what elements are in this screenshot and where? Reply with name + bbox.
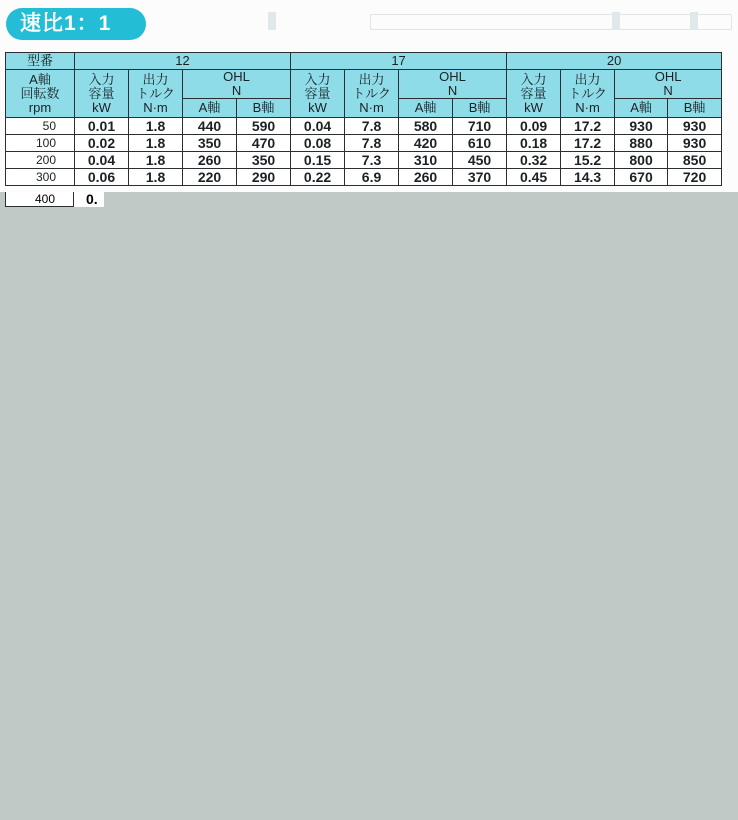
value-cell: 260	[183, 152, 237, 169]
value-cell: 220	[183, 169, 237, 186]
value-cell: 1.8	[129, 169, 183, 186]
value-cell: 590	[237, 118, 291, 135]
ohl-header: OHL N	[183, 70, 291, 99]
rpm-cell: 50	[6, 118, 75, 135]
model-label-header: 型番	[6, 53, 75, 70]
a-axis-header: A軸	[183, 99, 237, 118]
value-cell: 470	[237, 135, 291, 152]
partial-row-first-value: 0.	[74, 192, 104, 207]
background-faint-text	[150, 0, 738, 34]
model-header-20: 20	[507, 53, 722, 70]
value-cell: 0.06	[75, 169, 129, 186]
faint-block-3	[690, 12, 698, 30]
value-cell: 1.8	[129, 118, 183, 135]
value-cell: 17.2	[561, 118, 615, 135]
b-axis-header: B軸	[453, 99, 507, 118]
partial-row	[5, 192, 717, 208]
ohl-header: OHL N	[399, 70, 507, 99]
value-cell: 1.8	[129, 152, 183, 169]
value-cell: 0.09	[507, 118, 561, 135]
value-cell: 710	[453, 118, 507, 135]
value-cell: 0.32	[507, 152, 561, 169]
model-header-12: 12	[75, 53, 291, 70]
value-cell: 420	[399, 135, 453, 152]
rpm-cell: 200	[6, 152, 75, 169]
value-cell: 0.08	[291, 135, 345, 152]
speed-ratio-badge: 速比1：1	[6, 8, 146, 40]
value-cell: 0.22	[291, 169, 345, 186]
value-cell: 800	[615, 152, 668, 169]
value-cell: 0.15	[291, 152, 345, 169]
faint-box	[370, 14, 732, 30]
value-cell: 6.9	[345, 169, 399, 186]
value-cell: 610	[453, 135, 507, 152]
value-cell: 1.8	[129, 135, 183, 152]
value-cell: 0.01	[75, 118, 129, 135]
a-axis-header: A軸	[615, 99, 668, 118]
value-cell: 930	[668, 118, 722, 135]
value-cell: 310	[399, 152, 453, 169]
model-header-17: 17	[291, 53, 507, 70]
table-row	[6, 152, 722, 169]
spec-table	[5, 52, 722, 186]
faint-block-2	[612, 12, 620, 30]
value-cell: 350	[237, 152, 291, 169]
table-row	[6, 169, 722, 186]
value-cell: 450	[453, 152, 507, 169]
value-cell: 930	[615, 118, 668, 135]
input-header: 入力 容量 kW	[75, 70, 129, 118]
value-cell: 850	[668, 152, 722, 169]
gray-overlay	[0, 192, 738, 820]
value-cell: 440	[183, 118, 237, 135]
value-cell: 880	[615, 135, 668, 152]
rpm-cell: 300	[6, 169, 75, 186]
value-cell: 670	[615, 169, 668, 186]
value-cell: 0.04	[291, 118, 345, 135]
value-cell: 350	[183, 135, 237, 152]
value-cell: 290	[237, 169, 291, 186]
value-cell: 7.8	[345, 118, 399, 135]
faint-block-1	[268, 12, 276, 30]
ohl-header: OHL N	[615, 70, 722, 99]
value-cell: 15.2	[561, 152, 615, 169]
value-cell: 580	[399, 118, 453, 135]
value-cell: 0.45	[507, 169, 561, 186]
value-cell: 0.04	[75, 152, 129, 169]
value-cell: 17.2	[561, 135, 615, 152]
value-cell: 7.3	[345, 152, 399, 169]
spec-table-wrapper	[5, 52, 717, 186]
b-axis-header: B軸	[237, 99, 291, 118]
value-cell: 930	[668, 135, 722, 152]
torque-header: 出力 トルク N·m	[129, 70, 183, 118]
value-cell: 370	[453, 169, 507, 186]
table-row	[6, 118, 722, 135]
rpm-cell: 100	[6, 135, 75, 152]
input-header: 入力 容量 kW	[291, 70, 345, 118]
rpm-header: A軸 回転数 rpm	[6, 70, 75, 118]
value-cell: 720	[668, 169, 722, 186]
torque-header: 出力 トルク N·m	[345, 70, 399, 118]
b-axis-header: B軸	[668, 99, 722, 118]
torque-header: 出力 トルク N·m	[561, 70, 615, 118]
value-cell: 0.02	[75, 135, 129, 152]
a-axis-header: A軸	[399, 99, 453, 118]
spec-table-body	[6, 118, 722, 186]
value-cell: 0.18	[507, 135, 561, 152]
value-cell: 14.3	[561, 169, 615, 186]
table-row	[6, 135, 722, 152]
partial-row-rpm: 400	[5, 192, 74, 207]
value-cell: 7.8	[345, 135, 399, 152]
value-cell: 260	[399, 169, 453, 186]
input-header: 入力 容量 kW	[507, 70, 561, 118]
